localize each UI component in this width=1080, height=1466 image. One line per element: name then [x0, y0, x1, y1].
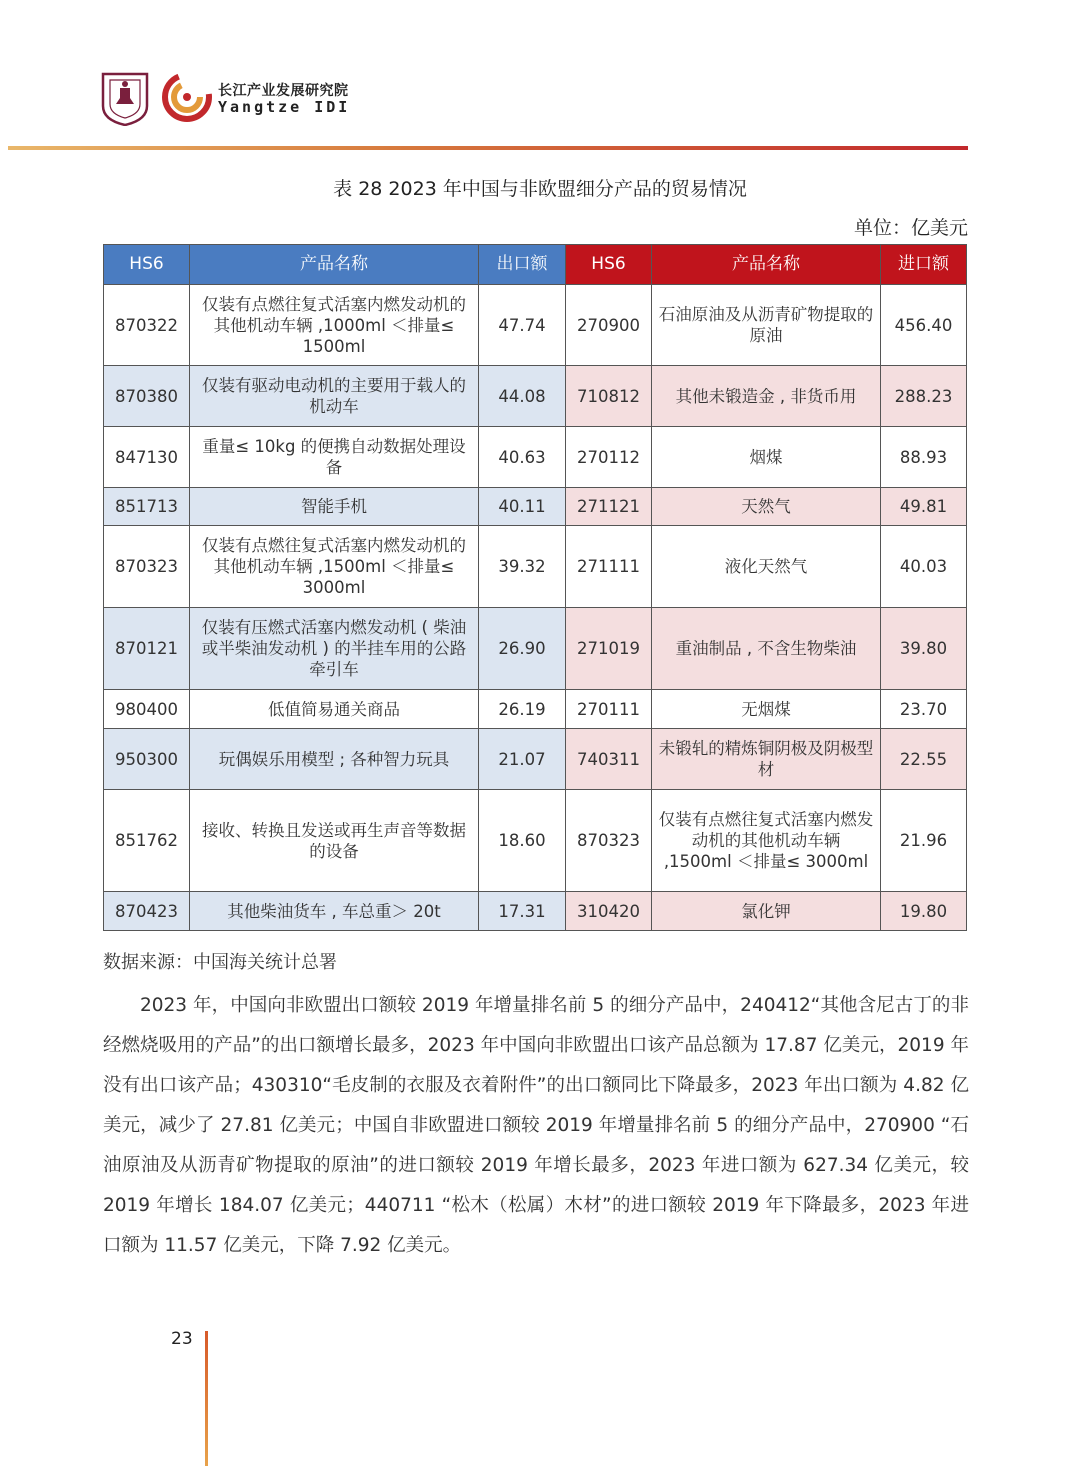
export-value-cell: 26.90: [479, 608, 566, 690]
university-seal-icon: [100, 70, 150, 126]
import-product-cell: 其他未锻造金 , 非货币用: [652, 366, 881, 427]
import-product-cell: 重油制品 , 不含生物柴油: [652, 608, 881, 690]
import-hs6-cell: 271019: [566, 608, 652, 690]
page-number: 23: [171, 1329, 193, 1349]
import-product-cell: 石油原油及从沥青矿物提取的原油: [652, 285, 881, 366]
import-hs6-cell: 270112: [566, 427, 652, 488]
export-product-cell: 接收、转换且发送或再生声音等数据的设备: [190, 790, 479, 892]
import-value-cell: 21.96: [881, 790, 967, 892]
page-number-bar: [205, 1331, 208, 1466]
institute-name-en: Yangtze IDI: [218, 98, 351, 116]
header-import-product: 产品名称: [652, 245, 881, 285]
import-product-cell: 无烟煤: [652, 690, 881, 729]
import-value-cell: 88.93: [881, 427, 967, 488]
import-product-cell: 天然气: [652, 488, 881, 526]
header-export-hs6: HS6: [104, 245, 190, 285]
import-product-cell: 氯化钾: [652, 892, 881, 931]
import-hs6-cell: 710812: [566, 366, 652, 427]
import-hs6-cell: 870323: [566, 790, 652, 892]
import-value-cell: 23.70: [881, 690, 967, 729]
import-value-cell: 288.23: [881, 366, 967, 427]
export-product-cell: 其他柴油货车 , 车总重＞ 20t: [190, 892, 479, 931]
export-hs6-cell: 851762: [104, 790, 190, 892]
import-value-cell: 19.80: [881, 892, 967, 931]
export-value-cell: 40.11: [479, 488, 566, 526]
export-product-cell: 智能手机: [190, 488, 479, 526]
header-export-value: 出口额: [479, 245, 566, 285]
export-value-cell: 26.19: [479, 690, 566, 729]
export-value-cell: 44.08: [479, 366, 566, 427]
table-row: [104, 427, 967, 488]
export-hs6-cell: 980400: [104, 690, 190, 729]
body-paragraph: 2023 年，中国向非欧盟出口额较 2019 年增量排名前 5 的细分产品中，240412“其他含尼古丁的非经燃烧吸用的产品”的出口额增长最多，2023 年中国向非欧盟出口该产品总额为 17.87 亿美元，2019 年没有出口该产品；430310“毛皮制的衣服及衣着附件”的出口额同比下降最多，2023 年出口额为 4.82 亿美元，减少了 27.81 亿美元；中国自非欧盟进口额较 2019 年增量排名前 5 的细分产品中，270900 “石油原油及从沥青矿物提取的原油”的进口额较 2019 年增长最多，2023 年进口额为 627.34 亿美元，较 2019 年增长 184.07 亿美元；440711 “松木（松属）木材”的进口额较 2019 年下降最多，2023 年进口额为 11.57 亿美元，下降 7.92 亿美元。: [103, 995, 969, 1256]
import-value-cell: 39.80: [881, 608, 967, 690]
header-export-product: 产品名称: [190, 245, 479, 285]
export-value-cell: 18.60: [479, 790, 566, 892]
table-row: [104, 790, 967, 892]
export-value-cell: 39.32: [479, 526, 566, 608]
export-product-cell: 仅装有点燃往复式活塞内燃发动机的其他机动车辆 ,1500ml ＜排量≤ 3000ml: [190, 526, 479, 608]
table-row: [104, 608, 967, 690]
export-product-cell: 低值简易通关商品: [190, 690, 479, 729]
trade-table: [103, 244, 967, 931]
page-header: [100, 70, 500, 130]
table-header-row: [104, 245, 967, 285]
table-row: [104, 729, 967, 790]
import-product-cell: 液化天然气: [652, 526, 881, 608]
table-caption: 表 28 2023 年中国与非欧盟细分产品的贸易情况: [333, 178, 747, 200]
export-hs6-cell: 847130: [104, 427, 190, 488]
table-row: [104, 366, 967, 427]
table-row: [104, 892, 967, 931]
import-hs6-cell: 271111: [566, 526, 652, 608]
export-product-cell: 仅装有点燃往复式活塞内燃发动机的其他机动车辆 ,1000ml ＜排量≤ 1500ml: [190, 285, 479, 366]
export-hs6-cell: 950300: [104, 729, 190, 790]
import-value-cell: 49.81: [881, 488, 967, 526]
import-hs6-cell: 310420: [566, 892, 652, 931]
export-value-cell: 40.63: [479, 427, 566, 488]
data-source-note: 数据来源：中国海关统计总署: [103, 952, 337, 973]
table-row: [104, 488, 967, 526]
export-value-cell: 21.07: [479, 729, 566, 790]
header-import-value: 进口额: [881, 245, 967, 285]
header-import-hs6: HS6: [566, 245, 652, 285]
import-hs6-cell: 740311: [566, 729, 652, 790]
import-value-cell: 22.55: [881, 729, 967, 790]
import-product-cell: 仅装有点燃往复式活塞内燃发动机的其他机动车辆 ,1500ml ＜排量≤ 3000ml: [652, 790, 881, 892]
table-row: [104, 526, 967, 608]
export-product-cell: 玩偶娱乐用模型 ; 各种智力玩具: [190, 729, 479, 790]
import-value-cell: 40.03: [881, 526, 967, 608]
yangtze-idi-logo-icon: [162, 72, 212, 122]
export-product-cell: 重量≤ 10kg 的便携自动数据处理设备: [190, 427, 479, 488]
export-hs6-cell: 870322: [104, 285, 190, 366]
import-hs6-cell: 271121: [566, 488, 652, 526]
import-hs6-cell: 270900: [566, 285, 652, 366]
table-row: [104, 285, 967, 366]
institute-name-cn: 长江产业发展研究院: [218, 83, 349, 99]
import-value-cell: 456.40: [881, 285, 967, 366]
table-row: [104, 690, 967, 729]
export-hs6-cell: 870323: [104, 526, 190, 608]
import-product-cell: 未锻轧的精炼铜阴极及阴极型材: [652, 729, 881, 790]
export-hs6-cell: 870121: [104, 608, 190, 690]
export-value-cell: 17.31: [479, 892, 566, 931]
export-hs6-cell: 870423: [104, 892, 190, 931]
table-unit: 单位：亿美元: [853, 217, 968, 239]
export-hs6-cell: 870380: [104, 366, 190, 427]
export-product-cell: 仅装有驱动电动机的主要用于载人的机动车: [190, 366, 479, 427]
export-product-cell: 仅装有压燃式活塞内燃发动机 ( 柴油或半柴油发动机 ) 的半挂车用的公路牵引车: [190, 608, 479, 690]
header-divider: [8, 146, 968, 150]
import-hs6-cell: 270111: [566, 690, 652, 729]
export-value-cell: 47.74: [479, 285, 566, 366]
export-hs6-cell: 851713: [104, 488, 190, 526]
import-product-cell: 烟煤: [652, 427, 881, 488]
